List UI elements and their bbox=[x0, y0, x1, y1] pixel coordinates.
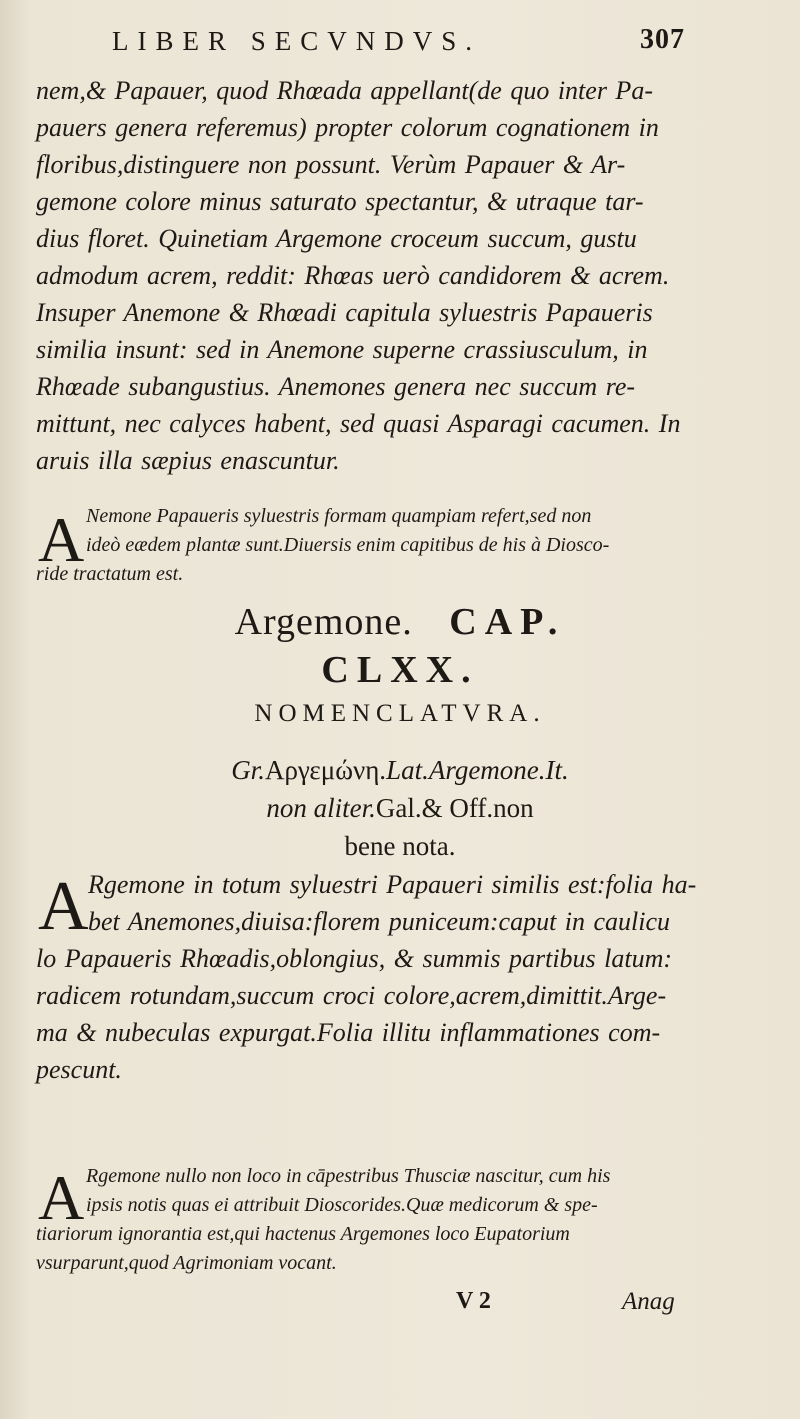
plant-name: Argemone. bbox=[234, 601, 413, 643]
gallic-name: Gal.& Off.non bbox=[375, 793, 534, 823]
drop-capital: A bbox=[38, 868, 89, 945]
synonyms-line-1 bbox=[0, 750, 800, 790]
latin-name: Lat.Argemone.It. bbox=[386, 755, 569, 785]
text-line: dius floret. Quinetiam Argemone croceum succum, gustu bbox=[36, 224, 637, 253]
body-paragraph-2 bbox=[36, 866, 726, 1088]
text-line: ride tractatum est. bbox=[36, 563, 184, 585]
body-paragraph-1 bbox=[36, 72, 726, 479]
page-header bbox=[0, 22, 800, 62]
text-line: mittunt, nec calyces habent, sed quasi Asparagi cacumen. In bbox=[36, 409, 681, 438]
synonyms-line-3: bene nota. bbox=[344, 831, 456, 861]
text-line: similia insunt: sed in Anemone superne crassiusculum, in bbox=[36, 335, 648, 364]
text-line: bet Anemones,diuisa:florem puniceum:caput in caulicu bbox=[88, 907, 671, 936]
chapter-number: CLXX. bbox=[321, 649, 479, 691]
text-line: ideò eædem plantæ sunt.Diuersis enim capitibus de his à Diosco- bbox=[86, 534, 610, 556]
text-line: Insuper Anemone & Rhœadi capitula syluestris Papaueris bbox=[36, 298, 653, 327]
text-line: pescunt. bbox=[36, 1055, 122, 1084]
text-line: ipsis notis quas ei attribuit Dioscorides.Quæ medicorum & spe- bbox=[86, 1194, 598, 1216]
catchword: Anag bbox=[622, 1288, 675, 1315]
text-line: radicem rotundam,succum croci colore,acrem,dimittit.Arge- bbox=[36, 981, 667, 1010]
greek-label: Gr. bbox=[231, 755, 265, 785]
text-line: vsurparunt,quod Agrimoniam vocant. bbox=[36, 1252, 337, 1274]
text-line: Rgemone nullo non loco in cāpestribus Thusciæ nascitur, cum his bbox=[86, 1165, 611, 1187]
signature-mark: V 2 bbox=[456, 1288, 491, 1314]
text-line: floribus,distinguere non possunt. Verùm Papauer & Ar- bbox=[36, 150, 626, 179]
page-number: 307 bbox=[640, 24, 685, 55]
running-title: LIBER SECVNDVS. bbox=[112, 26, 482, 56]
chapter-label: CAP. bbox=[449, 601, 566, 643]
text-line: aruis illa sæpius enascuntur. bbox=[36, 446, 340, 475]
annotation-2 bbox=[36, 1162, 726, 1278]
text-line: pauers genera referemus) propter colorum cognationem in bbox=[36, 113, 659, 142]
text-line: nem,& Papauer, quod Rhœada appellant(de quo inter Pa- bbox=[36, 76, 653, 105]
synonyms-line-2 bbox=[0, 788, 800, 828]
text-line: ma & nubeculas expurgat.Folia illitu inflammationes com- bbox=[36, 1018, 661, 1047]
greek-name: Αργεμώνη. bbox=[264, 755, 387, 785]
drop-capital: A bbox=[38, 504, 85, 575]
text-line: admodum acrem, reddit: Rhœas uerò candidorem & acrem. bbox=[36, 261, 670, 290]
chapter-title bbox=[0, 600, 800, 644]
text-line: Nemone Papaueris syluestris formam quampiam refert,sed non bbox=[86, 505, 592, 527]
text-line: Rgemone in totum syluestri Papaueri similis est:folia ha- bbox=[88, 870, 697, 899]
text-line: gemone colore minus saturato spectantur, & utraque tar- bbox=[36, 187, 644, 216]
annotation-1 bbox=[36, 502, 726, 589]
italian-name: non aliter. bbox=[266, 793, 376, 823]
text-line: tiariorum ignorantia est,qui hactenus Argemones loco Eupatorium bbox=[36, 1223, 570, 1245]
nomenclatura-heading: NOMENCLATVRA. bbox=[254, 700, 546, 727]
page-footer bbox=[0, 1288, 800, 1328]
text-line: lo Papaueris Rhœadis,oblongius, & summis partibus latum: bbox=[36, 944, 673, 973]
drop-capital: A bbox=[38, 1162, 85, 1233]
text-line: Rhœade subangustius. Anemones genera nec succum re- bbox=[36, 372, 636, 401]
